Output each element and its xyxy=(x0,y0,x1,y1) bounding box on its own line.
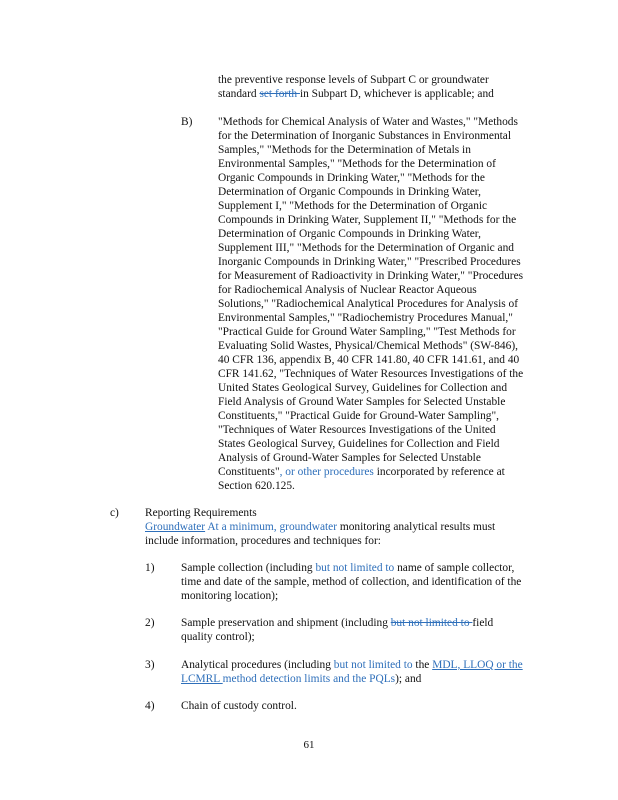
inserted-text: LCMRL xyxy=(181,673,223,685)
item-1-line-3: monitoring location); xyxy=(181,590,279,602)
inserted-text: method detection limits and the PQLs xyxy=(222,673,396,685)
item-b-line: "Methods for Chemical Analysis of Water and Wastes," "Methods xyxy=(218,116,518,128)
section-c-line-2 xyxy=(145,520,495,534)
inserted-text: but not limited to xyxy=(315,562,398,574)
item-b-line: Section 620.125. xyxy=(218,480,295,492)
item-1-line-1 xyxy=(181,561,514,575)
item-2-line-2: quality control); xyxy=(181,631,255,643)
item-b-line: Solutions," "Radiochemical Analytical Procedures for Analysis of xyxy=(218,298,519,310)
item-b-line: "Practical Guide for Ground Water Sampling," "Test Methods for xyxy=(218,326,516,338)
section-c-heading: Reporting Requirements xyxy=(145,507,257,519)
item-b-line: Samples," "Methods for the Determination of Metals in xyxy=(218,144,471,156)
inserted-text: but not limited to xyxy=(333,659,416,671)
item-b-line: Determination of Organic Compounds in Drinking Water, xyxy=(218,228,481,240)
item-b-line: States Geological Survey, Guidelines for Collection and Field xyxy=(218,438,500,450)
intro-line-2 xyxy=(218,87,494,101)
item-b-line: Supplement I," "Methods for the Determination of Organic xyxy=(218,200,488,212)
item-text: name of sample collector, xyxy=(397,562,515,574)
section-c-text: monitoring analytical results must xyxy=(337,521,496,533)
item-b-line: Organic Compounds in Drinking Water," "Methods for the xyxy=(218,172,485,184)
item-b-line xyxy=(218,465,505,479)
item-b-line: Environmental Samples," "Radiochemistry Procedures Manual," xyxy=(218,312,513,324)
item-b-line: Constituents," "Practical Guide for Ground-Water Sampling", xyxy=(218,410,499,422)
deleted-text: but not limited to xyxy=(390,617,473,629)
item-b-line: for Radiochemical Analysis of Nuclear Reactor Aqueous xyxy=(218,284,477,296)
inserted-text: Groundwater xyxy=(145,521,206,533)
item-2-label: 2) xyxy=(145,617,155,629)
intro-text: in Subpart D, whichever is applicable; and xyxy=(299,88,494,100)
item-b-line: CFR 141.62, "Techniques of Water Resources Investigations of the xyxy=(218,368,524,380)
item-b-text: incorporated by reference at xyxy=(373,466,505,478)
item-b-line: Evaluating Solid Wastes, Physical/Chemical Methods" (SW-846), xyxy=(218,340,518,352)
inserted-text: At a minimum, groundwater xyxy=(205,521,338,533)
item-text: Analytical procedures (including xyxy=(181,659,334,671)
item-b-label: B) xyxy=(181,116,193,128)
item-b-line: Compounds in Drinking Water, Supplement II," "Methods for the xyxy=(218,214,517,226)
item-3-line-2 xyxy=(181,672,421,686)
page-number: 61 xyxy=(303,739,315,751)
item-3-label: 3) xyxy=(145,659,155,671)
item-text: Sample preservation and shipment (including xyxy=(181,617,391,629)
item-b-line: Analysis of Ground-Water Samples for Selected Unstable xyxy=(218,452,481,464)
item-b-line: Determination of Organic Compounds in Drinking Water, xyxy=(218,186,481,198)
intro-line-1: the preventive response levels of Subpart C or groundwater xyxy=(218,74,489,86)
item-text: field xyxy=(472,617,494,629)
item-b-line: for Measurement of Radioactivity in Drinking Water," "Procedures xyxy=(218,270,524,282)
item-b-line: Field Analysis of Ground Water Samples for Selected Unstable xyxy=(218,396,506,408)
item-text: the xyxy=(415,659,433,671)
item-2-line-1 xyxy=(181,616,493,630)
item-1-label: 1) xyxy=(145,562,155,574)
inserted-text: , or other procedures xyxy=(279,466,374,478)
item-1-line-2: time and date of the sample, method of collection, and identification of the xyxy=(181,576,522,588)
deleted-text: set forth xyxy=(259,88,300,100)
section-c-line-3: include information, procedures and techniques for: xyxy=(145,535,381,547)
item-text: Sample collection (including xyxy=(181,562,316,574)
item-b-text: Constituents" xyxy=(218,466,280,478)
item-b-line: for the Determination of Inorganic Substances in Environmental xyxy=(218,130,512,142)
item-b-line: Inorganic Compounds in Drinking Water," "Prescribed Procedures xyxy=(218,256,521,268)
item-b-line: 40 CFR 136, appendix B, 40 CFR 141.80, 40 CFR 141.61, and 40 xyxy=(218,354,520,366)
intro-text: standard xyxy=(218,88,260,100)
inserted-text: MDL, LLOQ or the xyxy=(432,659,523,671)
item-b-line: United States Geological Survey, Guidelines for Collection and xyxy=(218,382,508,394)
item-4-label: 4) xyxy=(145,700,155,712)
item-4-text: Chain of custody control. xyxy=(181,700,297,712)
item-3-line-1 xyxy=(181,658,523,672)
item-text: ); and xyxy=(395,673,422,685)
item-b-line: Supplement III," "Methods for the Determination of Organic and xyxy=(218,242,514,254)
section-c-label: c) xyxy=(110,507,119,519)
item-b-line: "Techniques of Water Resources Investigations of the United xyxy=(218,424,496,436)
item-b-line: Environmental Samples," "Methods for the Determination of xyxy=(218,158,496,170)
